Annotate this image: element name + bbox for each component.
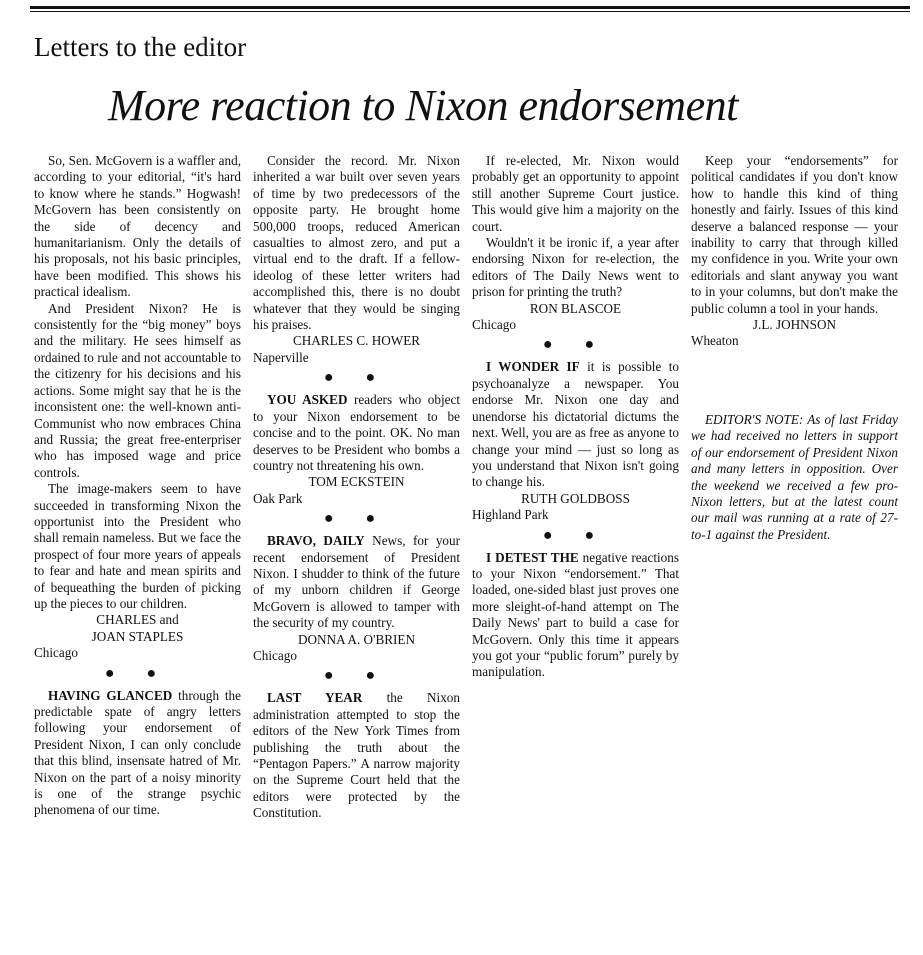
letter-4-city: Chicago <box>253 647 297 663</box>
letter-5-body: the Nixon administration attempted to stop the editors of the New York Times from publishing the truth about the “Pentagon Papers.” A narrow majority on the Supreme Court held that the editors were protected by the Constitution. <box>253 690 460 821</box>
letter-3-city: Oak Park <box>253 490 303 506</box>
letter-1-para-3: The image-makers seem to have succeeded in transforming Nixon the opportunist into the President who shall remain nameless. But we face the prospect of four more years of appeals to fear and hate and mean spirits and of bequeathing the burden of picking up the pieces to our children. <box>34 481 241 611</box>
top-rule <box>30 6 910 9</box>
letter-6-body: it is possible to psychoanalyze a newspaper. You endorse Mr. Nixon one day and unendorse his dictatorial dictums the next. Well, you are as free as anyone to change your mind — just so long as you understand that Nixon isn't going to change his. <box>472 359 679 490</box>
letters-columns <box>34 153 904 943</box>
letter-7-signature: J.L. JOHNSON <box>752 317 837 333</box>
letter-5-lead: LAST YEAR <box>267 690 363 706</box>
separator: ● ● <box>323 667 390 685</box>
column-3 <box>472 153 679 943</box>
separator: ● ● <box>542 336 609 354</box>
letter-1-signature-2: JOAN STAPLES <box>91 628 184 644</box>
letter-6-signature: RUTH GOLDBOSS <box>521 490 630 506</box>
letter-5-signature: RON BLASCOE <box>529 300 622 316</box>
letter-3-signature: TOM ECKSTEIN <box>308 474 405 490</box>
letter-2-para-1 <box>34 688 241 819</box>
editors-note-body: As of last Friday we had received no letters in support of our endorsement of President Nixon and many letters in opposition. Over the weekend we received a few pro-Nixon letters, but at the latest count our mail was running at a rate of 27-to-1 against the President. <box>691 411 898 542</box>
letter-4-lead: BRAVO, DAILY <box>267 533 365 549</box>
letter-2-body: through the predictable spate of angry letters following your endorsement of President Nixon, I can only conclude that this blind, insensate hatred of Mr. Nixon on the part of a noisy minority is one of the strange psychic phenomena of our time. <box>34 687 241 818</box>
letter-6-city: Highland Park <box>472 507 549 523</box>
separator: ● ● <box>542 526 609 544</box>
separator: ● ● <box>104 664 171 682</box>
section-kicker: Letters to the editor <box>34 32 247 62</box>
top-rule-thin <box>30 11 910 12</box>
letter-2-lead: HAVING GLANCED <box>48 687 173 703</box>
letter-5-para-2: If re-elected, Mr. Nixon would probably get an opportunity to appoint still another Supreme Court justice. This would give him a majority on the court. <box>472 153 679 234</box>
letter-2-signature: CHARLES C. HOWER <box>292 333 421 349</box>
letter-6-para-1 <box>472 359 679 490</box>
editors-note <box>691 412 898 543</box>
column-2 <box>253 153 460 943</box>
letter-1-para-2: And President Nixon? He is consistently for the “big money” boys and the military. He sees himself as ordained to rule and not accountable to the citizenry for his decisions and his actions. Some might say that he is the inconsistent one: the well-known anti-Communist who now embraces China and Russia; the great free-enterpriser who has imposed wage and price controls. <box>34 300 241 480</box>
column-1 <box>34 153 241 943</box>
letter-7-para-2: Keep your “endorsements” for political candidates if you don't know how to handle this kind of thing honestly and fairly. Issues of this kind deserve a balanced response — your inability to carry that through killed my confidence in you. Write your own editorials and slant anyway you want to in your columns, but don't make the public column a tool in your hands. <box>691 153 898 316</box>
letter-6-lead: I WONDER IF <box>486 359 580 375</box>
letter-4-signature: DONNA A. O'BRIEN <box>297 631 416 647</box>
separator: ● ● <box>323 369 390 387</box>
letter-5-city: Chicago <box>472 317 516 333</box>
letter-7-lead: I DETEST THE <box>486 549 579 565</box>
letter-7-body: negative reactions to your Nixon “endorsement.” That loaded, one-sided blast just proves one more sleight-of-hand attempt on The Daily News' part to build a case for McGovern. Only this time it appears you got your “public forum” purely by manipulation. <box>472 549 679 680</box>
letter-3-para-1 <box>253 392 460 474</box>
letter-4-body: News, for your recent endorsement of President Nixon. I shudder to think of the future of my unborn children if George McGovern is allowed to tamper with the security of my country. <box>253 533 460 631</box>
letter-1-signature-1: CHARLES and <box>96 612 179 628</box>
letter-5-para-3: Wouldn't it be ironic if, a year after endorsing Nixon for re-election, the editors of The Daily News went to prison for printing the truth? <box>472 235 679 300</box>
letter-4-para-1 <box>253 533 460 631</box>
letter-1-city: Chicago <box>34 645 78 661</box>
letter-2-city: Naperville <box>253 349 309 365</box>
letter-7-para-1 <box>472 550 679 681</box>
letter-7-city: Wheaton <box>691 333 739 349</box>
separator: ● ● <box>323 510 390 528</box>
letter-1-para-1: So, Sen. McGovern is a waffler and, according to your editorial, “it's hard to know where he stands.” Hogwash! McGovern has been consistently on the side of decency and humanitarianism. Only the details of his proposals, not his basic principles, have been modified. This shows his practical idealism. <box>34 153 241 300</box>
headline: More reaction to Nixon endorsement <box>108 81 738 130</box>
letter-5-para-1 <box>253 690 460 821</box>
editors-note-lead: EDITOR'S NOTE: <box>705 411 804 427</box>
letter-2-para-2: Consider the record. Mr. Nixon inherited a war built over seven years of time by two predecessors of the opposite party. He brought home 500,000 troops, reduced American casualties to almost zero, and put a virtual end to the draft. If a fellow-ideolog of these letter writers had accomplished this, there is no doubt whatever that they would be singing his praises. <box>253 153 460 333</box>
letter-3-body: readers who object to your Nixon endorsement to be concise and to the point. OK. No man deserves to be President who bombs a country not threatening his own. <box>253 392 460 473</box>
column-4 <box>691 153 898 943</box>
letter-3-lead: YOU ASKED <box>267 392 348 408</box>
